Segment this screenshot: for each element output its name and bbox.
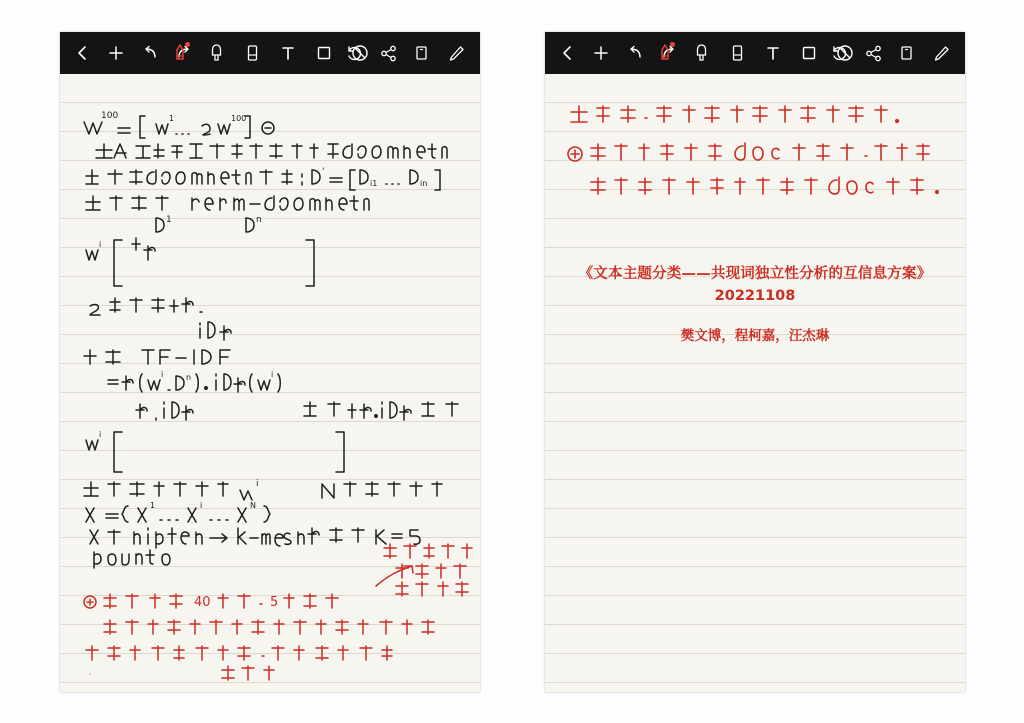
back-chevron-left-icon[interactable] xyxy=(557,43,577,63)
text-tool-icon[interactable] xyxy=(278,43,298,63)
svg-text:40: 40 xyxy=(194,595,211,610)
svg-text:i: i xyxy=(99,240,102,249)
note-canvas-left[interactable] xyxy=(60,74,480,692)
plus-icon[interactable] xyxy=(591,43,611,63)
back-chevron-left-icon[interactable] xyxy=(72,43,92,63)
edit-pencil-icon[interactable] xyxy=(446,43,466,63)
rotate-icon[interactable] xyxy=(344,43,364,63)
svg-text:1: 1 xyxy=(150,501,156,510)
pen-active-badge xyxy=(670,42,675,47)
copy-page-icon[interactable] xyxy=(412,43,432,63)
svg-text:': ' xyxy=(322,167,325,177)
page-title: 《文本主题分类——共现词独立性分析的互信息方案》 xyxy=(578,266,932,282)
undo-arrow-icon[interactable] xyxy=(140,43,160,63)
highlighter-icon[interactable] xyxy=(206,43,226,63)
svg-text:100: 100 xyxy=(101,111,119,121)
svg-text:100: 100 xyxy=(231,114,247,123)
plus-icon[interactable] xyxy=(106,43,126,63)
svg-text:n: n xyxy=(186,373,192,382)
svg-text:n: n xyxy=(256,215,262,225)
share-icon[interactable] xyxy=(378,43,398,63)
document-title-block xyxy=(545,264,965,347)
svg-text:i: i xyxy=(271,370,274,379)
pen-active-badge xyxy=(185,42,190,47)
undo-arrow-icon[interactable] xyxy=(625,43,645,63)
handwriting-right xyxy=(545,74,965,692)
svg-text:i: i xyxy=(256,479,259,489)
pen-tool-icon[interactable] xyxy=(170,43,190,63)
eraser-icon[interactable] xyxy=(242,43,262,63)
svg-text:i: i xyxy=(161,370,164,379)
note-page-right xyxy=(545,32,965,692)
svg-text:1: 1 xyxy=(169,114,175,123)
toolbar-right xyxy=(545,32,965,74)
handwriting-left-bottom xyxy=(60,74,480,692)
note-page-left xyxy=(60,32,480,692)
share-icon[interactable] xyxy=(863,43,883,63)
copy-page-icon[interactable] xyxy=(897,43,917,63)
svg-text:N: N xyxy=(250,501,256,510)
toolbar-left xyxy=(60,32,480,74)
document-date: 20221108 xyxy=(714,288,796,305)
svg-text:i: i xyxy=(200,501,203,510)
rotate-icon[interactable] xyxy=(829,43,849,63)
pen-tool-icon[interactable] xyxy=(655,43,675,63)
shape-tool-icon[interactable] xyxy=(314,43,334,63)
document-authors: 樊文博，程柯嘉，汪杰琳 xyxy=(680,328,830,345)
highlighter-icon[interactable] xyxy=(691,43,711,63)
svg-text:in: in xyxy=(420,179,428,188)
svg-text:1: 1 xyxy=(166,215,172,225)
svg-text:i: i xyxy=(99,430,102,439)
handwriting-left xyxy=(60,74,480,692)
svg-text:i1: i1 xyxy=(370,179,378,188)
svg-text:5: 5 xyxy=(270,595,279,610)
shape-tool-icon[interactable] xyxy=(799,43,819,63)
note-canvas-right[interactable] xyxy=(545,74,965,692)
edit-pencil-icon[interactable] xyxy=(931,43,951,63)
text-tool-icon[interactable] xyxy=(763,43,783,63)
eraser-icon[interactable] xyxy=(727,43,747,63)
